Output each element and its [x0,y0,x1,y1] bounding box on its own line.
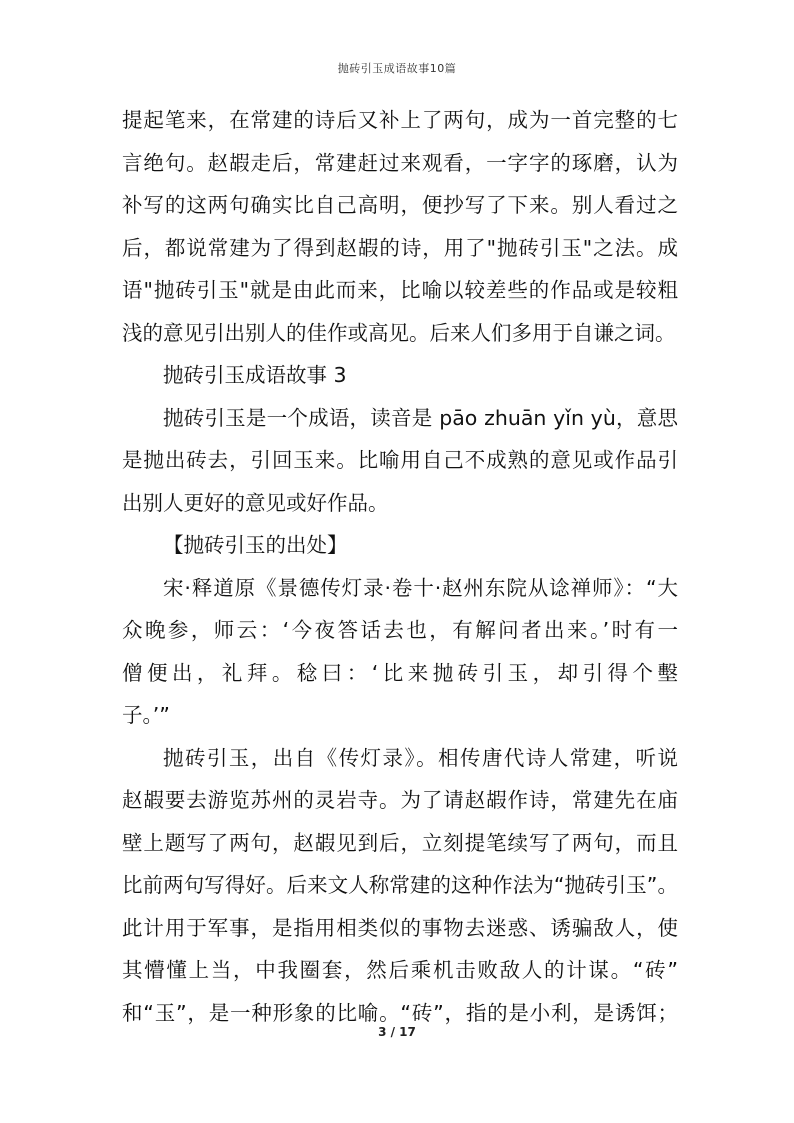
section-heading [122,354,678,397]
text-line: 子。’” [122,703,170,727]
text-line: 比前两句写得好。后来文人称常建的这种作法为“抛砖引玉”。 [122,873,678,897]
text-line: 出别人更好的意见或好作品。 [122,490,389,515]
document-body [122,99,678,1034]
section-heading-text: 抛砖引玉成语故事 3 [163,363,347,387]
page-header: 抛砖引玉成语故事10篇 [337,62,457,75]
text-line: 众晚参，师云：‘今夜答话去也，有解问者出来。’时有一 [122,618,678,642]
paragraph [122,737,678,1035]
text-line: 浅的意见引出别人的佳作或高见。后来人们多用于自谦之词。 [122,320,676,345]
text-line: 此计用于军事，是指用相类似的事物去迷惑、诱骗敌人，使 [122,915,678,940]
text-line: 赵嘏要去游览苏州的灵岩寺。为了请赵嘏作诗，常建先在庙 [122,788,678,812]
text-line: 僧便出，礼拜。稔曰：‘比来抛砖引玉，却引得个墼 [122,660,678,685]
text-line: 壁上题写了两句，赵嘏见到后，立刻提笔续写了两句，而且 [122,830,678,855]
text-line: 是抛出砖去，引回玉来。比喻用自己不成熟的意见或作品引 [122,448,678,472]
text-line: 提起笔来，在常建的诗后又补上了两句，成为一首完整的七 [122,108,678,132]
text-line: 抛砖引玉，出自《传灯录》。相传唐代诗人常建，听说 [163,745,678,770]
subsection-heading-text: 【抛砖引玉的出处】 [163,533,348,557]
paragraph [122,397,678,525]
text-line: 抛砖引玉是一个成语，读音是 pāo zhuān yǐn yù，意思 [163,405,678,430]
text-line: 和“玉”，是一种形象的比喻。“砖”，指的是小利，是诱饵； [122,1000,678,1025]
subsection-heading [122,524,678,567]
text-line: 补写的这两句确实比自己高明，便抄写了下来。别人看过之 [122,193,678,217]
text-line: 后，都说常建为了得到赵嘏的诗，用了"抛砖引玉"之法。成 [122,235,678,260]
paragraph [122,567,678,737]
paragraph [122,99,678,354]
page-number: 3 / 17 [378,1025,416,1039]
text-line: 宋·释道原《景德传灯录·卷十·赵州东院从谂禅师》：“大 [163,575,678,600]
text-line: 语"抛砖引玉"就是由此而来，比喻以较差些的作品或是较粗 [122,278,678,302]
text-line: 言绝句。赵嘏走后，常建赶过来观看，一字字的琢磨，认为 [122,150,678,175]
text-line: 其懵懂上当，中我圈套，然后乘机击败敌人的计谋。“砖” [122,958,678,982]
